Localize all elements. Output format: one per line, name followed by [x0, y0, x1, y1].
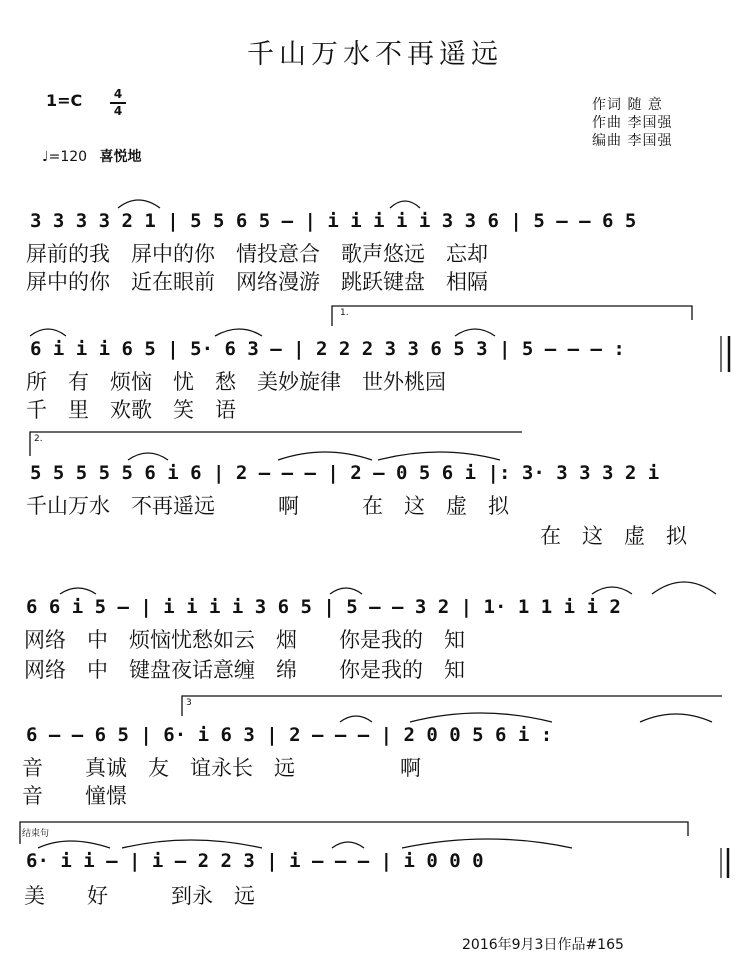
- lyric-verse-2: 在 这 虚 拟: [540, 524, 687, 548]
- lyric-verse-1: 屏前的我 屏中的你 情投意合 歌声悠远 忘却: [26, 242, 488, 266]
- notation-text: 5 5 5 5 5 6 i 6 | 2 – – – | 2 – 0 5 6 i |: 3· 3 3 3 2 i: [30, 462, 660, 484]
- footer-note: 2016年9月3日作品#165: [462, 937, 624, 953]
- meter-bottom: 4: [113, 104, 123, 118]
- notation-text: 6· i i – | i – 2 2 3 | i – – – | i 0 0 0: [26, 850, 484, 872]
- lyric-verse-2: 千 里 欢歌 笑 语: [26, 398, 236, 422]
- volta-label: 结束句: [22, 829, 50, 839]
- composer-credit: 作曲 李国强: [592, 115, 673, 131]
- volta-label: 3: [186, 698, 192, 708]
- volta-label: 1.: [340, 308, 349, 318]
- meter-top: 4: [113, 87, 123, 101]
- expression-text: 喜悦地: [99, 149, 142, 165]
- lyric-verse-1: 音 真诚 友 谊永长 远 啊: [22, 756, 421, 780]
- tempo-value: ♩=120: [42, 149, 88, 165]
- notation-text: 3 3 3 3 2 1 | 5 5 6 5 – | i i i i i 3 3 6 | 5 – – 6 5: [30, 210, 637, 232]
- lyric-verse-2: 屏中的你 近在眼前 网络漫游 跳跃键盘 相隔: [26, 270, 488, 294]
- key-signature: 1=C: [46, 91, 83, 110]
- lyric-verse-1: 网络 中 烦恼忧愁如云 烟 你是我的 知: [24, 628, 465, 652]
- notation-text: 6 6 i 5 – | i i i i 3 6 5 | 5 – – 3 2 | 1· 1 1 i i 2: [26, 596, 621, 618]
- lyric-verse-1: 美 好 到永 远: [24, 884, 255, 908]
- lyricist-credit: 作词 随 意: [592, 97, 663, 113]
- lyric-verse-2: 网络 中 键盘夜话意缠 绵 你是我的 知: [24, 658, 465, 682]
- arranger-credit: 编曲 李国强: [592, 133, 673, 149]
- lyric-verse-1: 所 有 烦恼 忧 愁 美妙旋律 世外桃园: [26, 370, 446, 394]
- volta-label: 2.: [34, 434, 43, 444]
- notation-text: 6 i i i 6 5 | 5· 6 3 – | 2 2 2 3 3 6 5 3 | 5 – – – :: [30, 338, 625, 360]
- notation-text: 6 – – 6 5 | 6· i 6 3 | 2 – – – | 2 0 0 5 6 i :: [26, 724, 553, 746]
- lyric-verse-2: 音 憧憬: [22, 784, 127, 808]
- song-title: 千山万水不再遥远: [247, 39, 503, 70]
- lyric-verse-1: 千山万水 不再遥远 啊 在 这 虚 拟: [26, 494, 509, 518]
